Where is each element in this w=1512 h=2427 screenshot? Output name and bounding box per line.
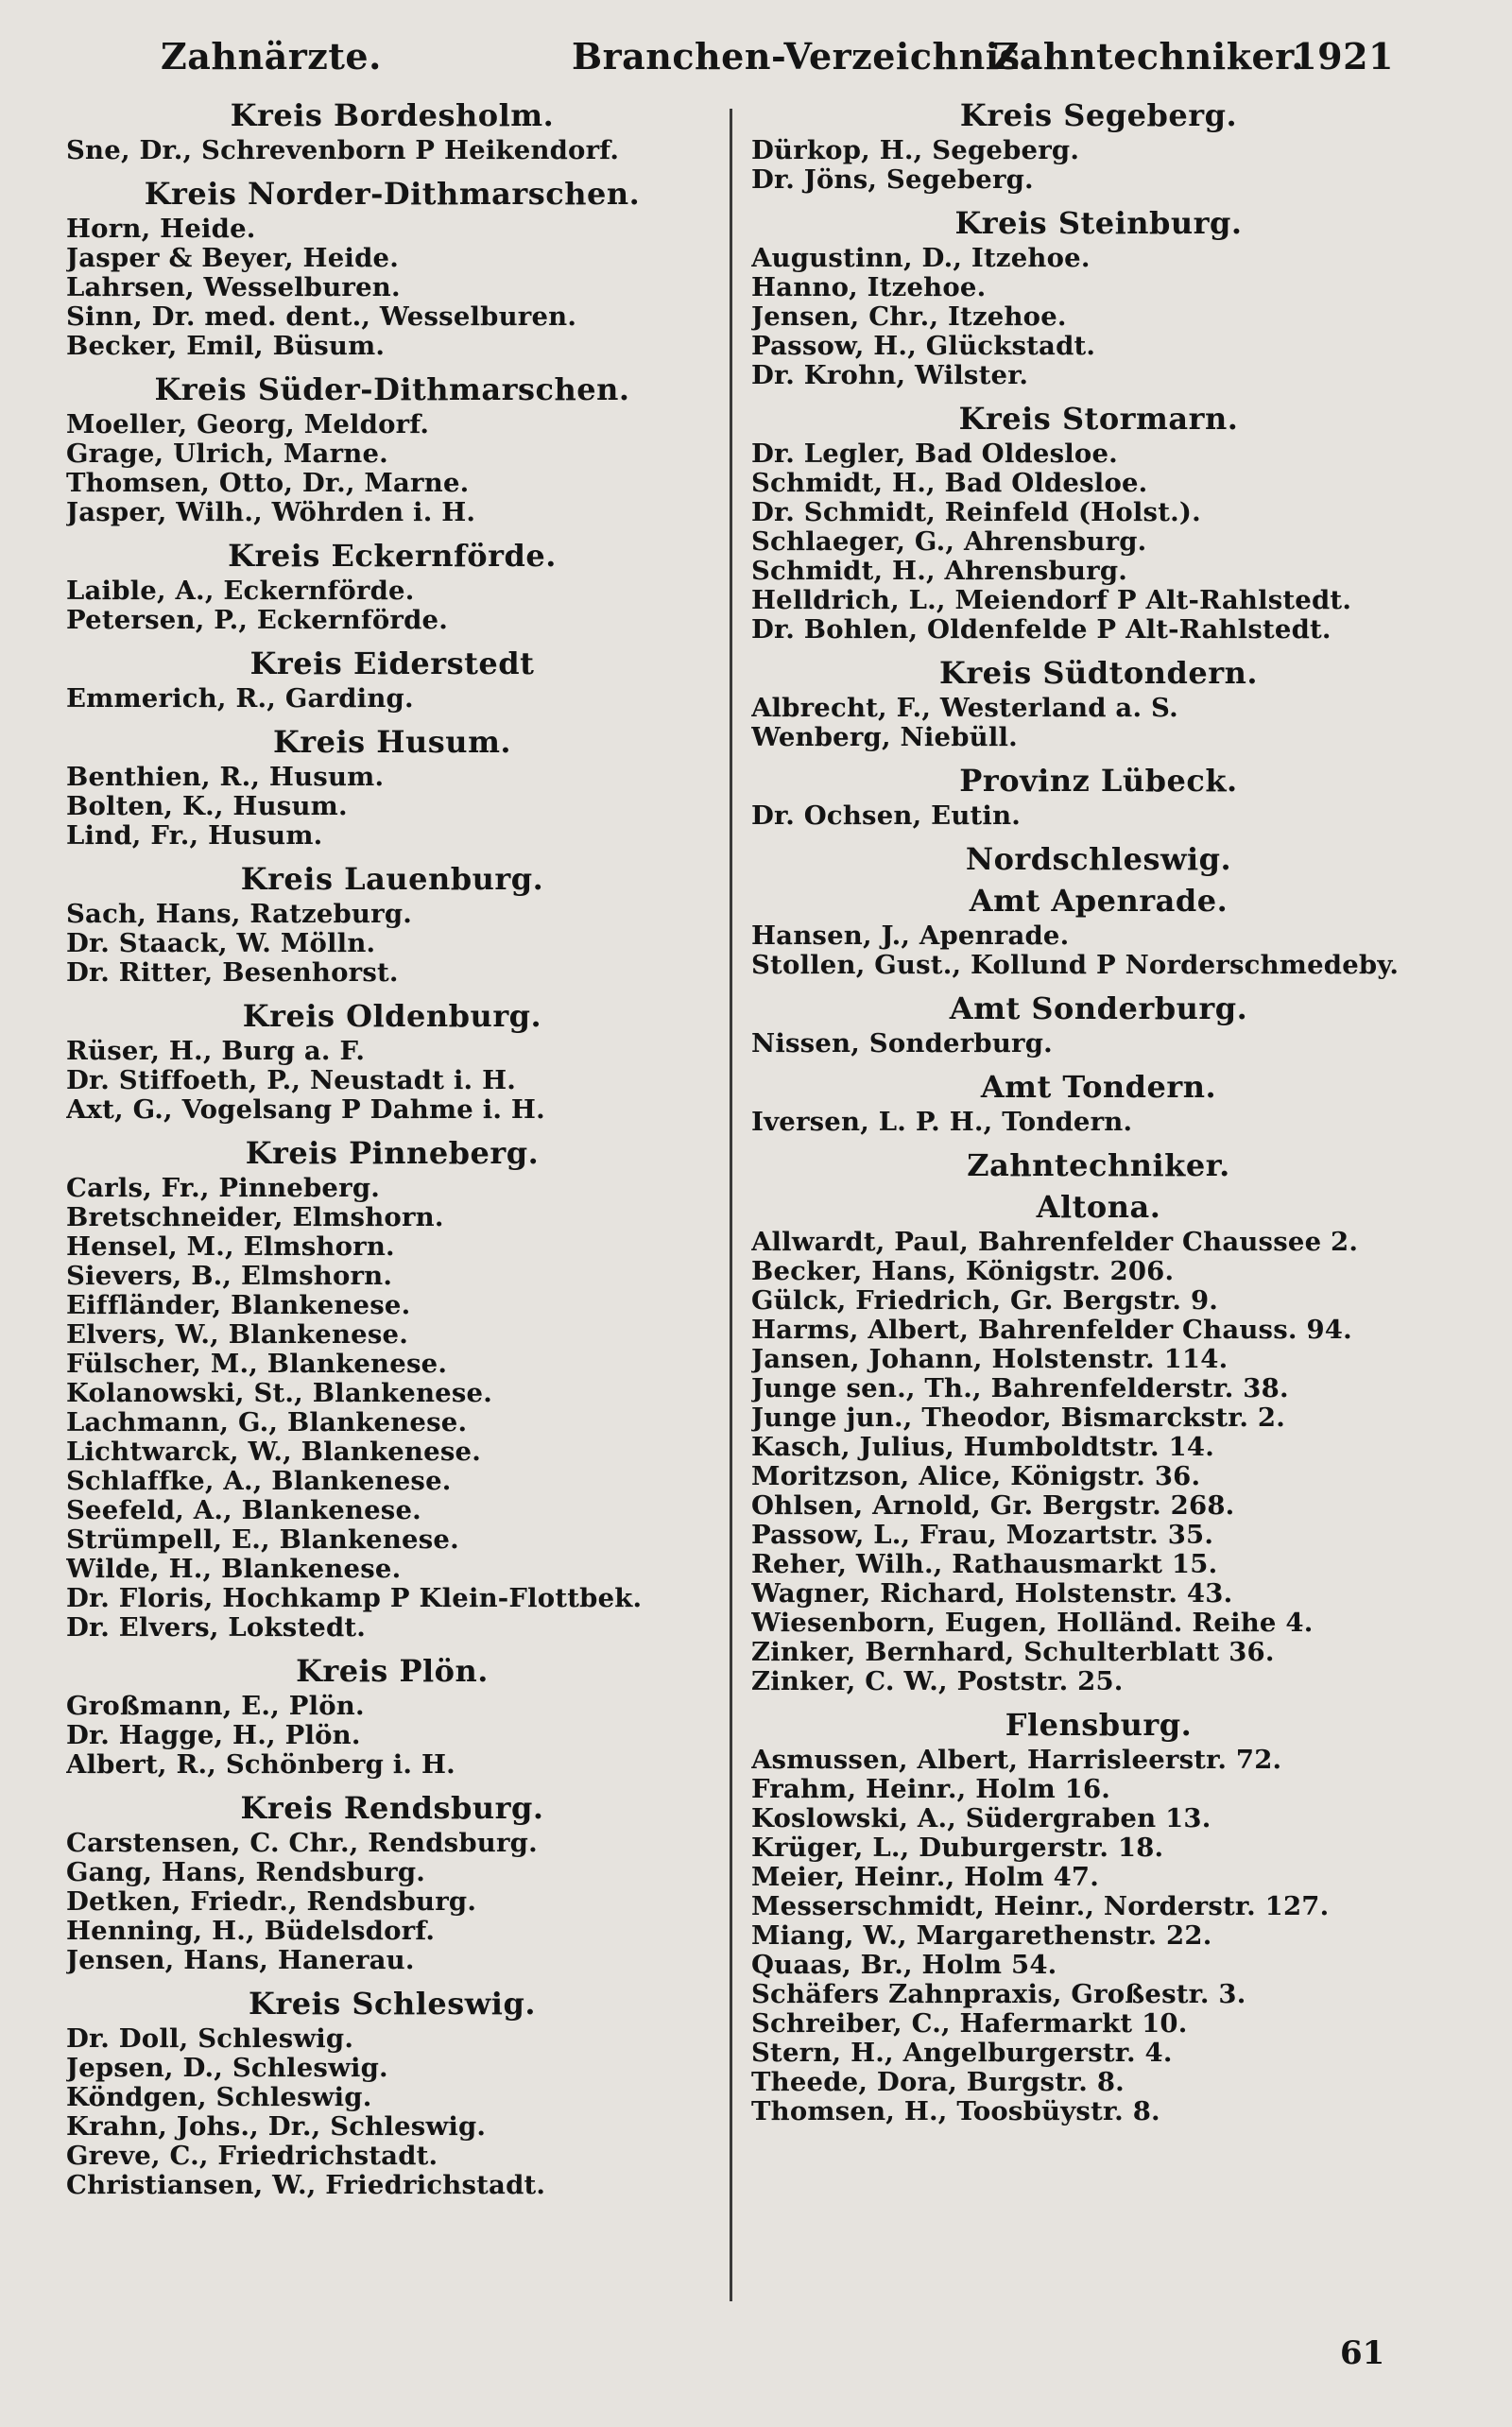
directory-entry: Benthien, R., Husum. — [66, 763, 385, 792]
directory-entry: Wiesenborn, Eugen, Holländ. Reihe 4. — [751, 1609, 1314, 1638]
directory-entry: Lahrsen, Wesselburen. — [66, 273, 401, 302]
directory-entry: Becker, Emil, Büsum. — [66, 332, 386, 361]
directory-entry: Carls, Fr., Pinneberg. — [66, 1174, 381, 1203]
header-year: 1921 — [1292, 35, 1394, 77]
directory-entry: Schmidt, H., Ahrensburg. — [751, 557, 1128, 586]
directory-entry: Lachmann, G., Blankenese. — [66, 1408, 468, 1437]
section-heading: Kreis Eiderstedt — [249, 645, 535, 681]
directory-entry: Dr. Staack, W. Mölln. — [66, 929, 376, 958]
directory-entry: Dr. Ochsen, Eutin. — [751, 801, 1022, 831]
directory-entry: Albrecht, F., Westerland a. S. — [751, 694, 1178, 723]
directory-entry: Augustinn, D., Itzehoe. — [751, 244, 1091, 273]
directory-entry: Rüser, H., Burg a. F. — [66, 1037, 366, 1066]
section-heading: Provinz Lübeck. — [959, 763, 1238, 799]
directory-entry: Thomsen, H., Toosbüystr. 8. — [751, 2097, 1160, 2126]
header-center: Branchen-Verzeichnis. — [572, 35, 1034, 77]
directory-entry: Dr. Ritter, Besenhorst. — [66, 958, 399, 988]
directory-entry: Zinker, C. W., Poststr. 25. — [751, 1667, 1124, 1696]
directory-entry: Dr. Krohn, Wilster. — [751, 361, 1029, 390]
entry-list — [66, 763, 718, 851]
right-column — [751, 95, 1446, 2134]
directory-entry: Eiffländer, Blankenese. — [66, 1291, 411, 1320]
directory-entry: Gang, Hans, Rendsburg. — [66, 1858, 426, 1887]
directory-entry: Detken, Friedr., Rendsburg. — [66, 1887, 477, 1917]
section-heading: Flensburg. — [1005, 1707, 1193, 1743]
directory-entry: Dr. Floris, Hochkamp P Klein-Flottbek. — [66, 1584, 643, 1613]
directory-entry: Wagner, Richard, Holstenstr. 43. — [751, 1579, 1233, 1609]
entry-list — [751, 1746, 1446, 2126]
directory-entry: Lind, Fr., Husum. — [66, 821, 323, 851]
entry-list — [66, 1692, 718, 1780]
entry-list — [751, 244, 1446, 390]
directory-entry: Dr. Bohlen, Oldenfelde P Alt-Rahlstedt. — [751, 615, 1332, 645]
section-heading: Altona. — [1036, 1189, 1161, 1225]
directory-entry: Lichtwarck, W., Blankenese. — [66, 1437, 481, 1467]
section-heading: Kreis Steinburg. — [954, 205, 1243, 241]
section-heading: Kreis Eckernförde. — [228, 538, 557, 574]
directory-entry: Axt, G., Vogelsang P Dahme i. H. — [66, 1095, 545, 1125]
directory-entry: Junge jun., Theodor, Bismarckstr. 2. — [751, 1403, 1286, 1433]
directory-entry: Reher, Wilh., Rathausmarkt 15. — [751, 1550, 1218, 1579]
directory-entry: Helldrich, L., Meiendorf P Alt-Rahlstedt. — [751, 586, 1352, 615]
directory-entry: Krüger, L., Duburgerstr. 18. — [751, 1833, 1164, 1863]
directory-entry: Miang, W., Margarethenstr. 22. — [751, 1921, 1212, 1951]
page-number: 61 — [1340, 2334, 1385, 2372]
directory-entry: Emmerich, R., Garding. — [66, 684, 414, 714]
directory-entry: Jensen, Chr., Itzehoe. — [751, 302, 1067, 332]
entry-list — [66, 900, 718, 988]
section-heading: Kreis Plön. — [296, 1653, 489, 1689]
section-heading: Kreis Segeberg. — [959, 97, 1238, 133]
entry-list — [751, 1228, 1446, 1696]
directory-entry: Dr. Jöns, Segeberg. — [751, 165, 1034, 195]
header-left: Zahnärzte. — [161, 35, 382, 77]
directory-entry: Christiansen, W., Friedrichstadt. — [66, 2171, 546, 2200]
directory-entry: Harms, Albert, Bahrenfelder Chauss. 94. — [751, 1316, 1352, 1345]
section-heading: Kreis Pinneberg. — [245, 1135, 540, 1171]
directory-entry: Hanno, Itzehoe. — [751, 273, 987, 302]
section-heading: Kreis Husum. — [272, 724, 512, 760]
directory-entry: Schäfers Zahnpraxis, Großestr. 3. — [751, 1980, 1246, 2009]
directory-entry: Iversen, L. P. H., Tondern. — [751, 1108, 1133, 1137]
directory-entry: Schlaeger, G., Ahrensburg. — [751, 527, 1147, 557]
directory-entry: Stern, H., Angelburgerstr. 4. — [751, 2039, 1173, 2068]
directory-entry: Hansen, J., Apenrade. — [751, 921, 1070, 951]
entry-list — [751, 1108, 1446, 1137]
directory-entry: Fülscher, M., Blankenese. — [66, 1350, 448, 1379]
directory-entry: Sievers, B., Elmshorn. — [66, 1262, 393, 1291]
directory-entry: Greve, C., Friedrichstadt. — [66, 2142, 438, 2171]
directory-entry: Zinker, Bernhard, Schulterblatt 36. — [751, 1638, 1275, 1667]
entry-list — [66, 1174, 718, 1643]
section-heading: Kreis Schleswig. — [249, 1986, 536, 2022]
directory-entry: Asmussen, Albert, Harrisleerstr. 72. — [751, 1746, 1282, 1775]
entry-list — [751, 694, 1446, 752]
directory-entry: Elvers, W., Blankenese. — [66, 1320, 409, 1350]
entry-list — [751, 439, 1446, 645]
directory-entry: Horn, Heide. — [66, 215, 256, 244]
entry-list — [751, 1029, 1446, 1059]
section-heading: Kreis Südtondern. — [939, 655, 1258, 691]
entry-list — [751, 921, 1446, 980]
column-rule — [730, 109, 732, 2301]
directory-entry: Dr. Doll, Schleswig. — [66, 2024, 354, 2054]
directory-entry: Sinn, Dr. med. dent., Wesselburen. — [66, 302, 577, 332]
directory-entry: Dr. Legler, Bad Oldesloe. — [751, 439, 1118, 469]
directory-entry: Junge sen., Th., Bahrenfelderstr. 38. — [751, 1374, 1289, 1403]
entry-list — [751, 801, 1446, 831]
section-heading: Nordschleswig. — [965, 841, 1232, 877]
section-heading: Amt Tondern. — [980, 1069, 1217, 1105]
entry-list — [66, 1829, 718, 1975]
directory-entry: Stollen, Gust., Kollund P Norderschmedeby. — [751, 951, 1400, 980]
entry-list — [66, 2024, 718, 2200]
directory-entry: Jasper, Wilh., Wöhrden i. H. — [66, 498, 476, 527]
entry-list — [751, 136, 1446, 195]
directory-entry: Strümpell, E., Blankenese. — [66, 1525, 459, 1555]
directory-entry: Jasper & Beyer, Heide. — [66, 244, 399, 273]
directory-entry: Henning, H., Büdelsdorf. — [66, 1917, 436, 1946]
directory-entry: Meier, Heinr., Holm 47. — [751, 1863, 1100, 1892]
left-column — [66, 95, 718, 2208]
directory-entry: Schmidt, H., Bad Oldesloe. — [751, 469, 1148, 498]
directory-entry: Kolanowski, St., Blankenese. — [66, 1379, 493, 1408]
directory-entry: Frahm, Heinr., Holm 16. — [751, 1775, 1111, 1804]
directory-entry: Schlaffke, A., Blankenese. — [66, 1467, 452, 1496]
directory-entry: Wilde, H., Blankenese. — [66, 1555, 402, 1584]
entry-list — [66, 136, 718, 165]
section-heading: Zahntechniker. — [967, 1147, 1230, 1183]
entry-list — [66, 684, 718, 714]
directory-entry: Köndgen, Schleswig. — [66, 2083, 372, 2112]
directory-entry: Dr. Hagge, H., Plön. — [66, 1721, 361, 1750]
entry-list — [66, 215, 718, 361]
directory-entry: Schreiber, C., Hafermarkt 10. — [751, 2009, 1188, 2039]
directory-entry: Allwardt, Paul, Bahrenfelder Chaussee 2. — [751, 1228, 1359, 1257]
directory-entry: Koslowski, A., Südergraben 13. — [751, 1804, 1211, 1833]
directory-entry: Nissen, Sonderburg. — [751, 1029, 1053, 1059]
running-head — [161, 28, 1394, 85]
directory-entry: Großmann, E., Plön. — [66, 1692, 365, 1721]
directory-entry: Krahn, Johs., Dr., Schleswig. — [66, 2112, 487, 2142]
section-heading: Amt Apenrade. — [969, 883, 1228, 919]
entry-list — [66, 410, 718, 527]
directory-entry: Carstensen, C. Chr., Rendsburg. — [66, 1829, 538, 1858]
directory-entry: Laible, A., Eckernförde. — [66, 577, 415, 606]
directory-entry: Petersen, P., Eckernförde. — [66, 606, 448, 635]
directory-entry: Moeller, Georg, Meldorf. — [66, 410, 430, 439]
directory-entry: Sne, Dr., Schrevenborn P Heikendorf. — [66, 136, 620, 165]
section-heading: Kreis Oldenburg. — [242, 998, 542, 1034]
directory-entry: Dr. Schmidt, Reinfeld (Holst.). — [751, 498, 1201, 527]
directory-entry: Messerschmidt, Heinr., Norderstr. 127. — [751, 1892, 1330, 1921]
directory-entry: Dr. Elvers, Lokstedt. — [66, 1613, 367, 1643]
entry-list — [66, 1037, 718, 1125]
directory-entry: Gülck, Friedrich, Gr. Bergstr. 9. — [751, 1286, 1219, 1316]
directory-entry: Thomsen, Otto, Dr., Marne. — [66, 469, 470, 498]
directory-entry: Bretschneider, Elmshorn. — [66, 1203, 444, 1232]
directory-entry: Bolten, K., Husum. — [66, 792, 348, 821]
section-heading: Kreis Lauenburg. — [240, 861, 544, 897]
directory-entry: Jepsen, D., Schleswig. — [66, 2054, 388, 2083]
header-right: Zahntechniker. — [992, 35, 1304, 77]
directory-entry: Grage, Ulrich, Marne. — [66, 439, 388, 469]
directory-entry: Wenberg, Niebüll. — [751, 723, 1018, 752]
directory-entry: Albert, R., Schönberg i. H. — [66, 1750, 455, 1780]
directory-entry: Moritzson, Alice, Königstr. 36. — [751, 1462, 1201, 1491]
directory-entry: Jansen, Johann, Holstenstr. 114. — [751, 1345, 1228, 1374]
directory-entry: Becker, Hans, Königstr. 206. — [751, 1257, 1175, 1286]
directory-entry: Seefeld, A., Blankenese. — [66, 1496, 421, 1525]
section-heading: Kreis Stormarn. — [958, 401, 1239, 437]
directory-entry: Jensen, Hans, Hanerau. — [66, 1946, 415, 1975]
section-heading: Amt Sonderburg. — [949, 990, 1248, 1026]
directory-entry: Sach, Hans, Ratzeburg. — [66, 900, 413, 929]
directory-entry: Passow, H., Glückstadt. — [751, 332, 1096, 361]
directory-entry: Passow, L., Frau, Mozartstr. 35. — [751, 1521, 1214, 1550]
section-heading: Kreis Bordesholm. — [230, 97, 555, 133]
directory-entry: Dürkop, H., Segeberg. — [751, 136, 1080, 165]
section-heading: Kreis Süder-Dithmarschen. — [154, 371, 630, 407]
entry-list — [66, 577, 718, 635]
section-heading: Kreis Rendsburg. — [240, 1790, 544, 1826]
directory-entry: Ohlsen, Arnold, Gr. Bergstr. 268. — [751, 1491, 1235, 1521]
directory-entry: Dr. Stiffoeth, P., Neustadt i. H. — [66, 1066, 517, 1095]
section-heading: Kreis Norder-Dithmarschen. — [144, 176, 641, 212]
directory-entry: Kasch, Julius, Humboldtstr. 14. — [751, 1433, 1214, 1462]
directory-entry: Hensel, M., Elmshorn. — [66, 1232, 395, 1262]
directory-entry: Quaas, Br., Holm 54. — [751, 1951, 1057, 1980]
directory-entry: Theede, Dora, Burgstr. 8. — [751, 2068, 1125, 2097]
